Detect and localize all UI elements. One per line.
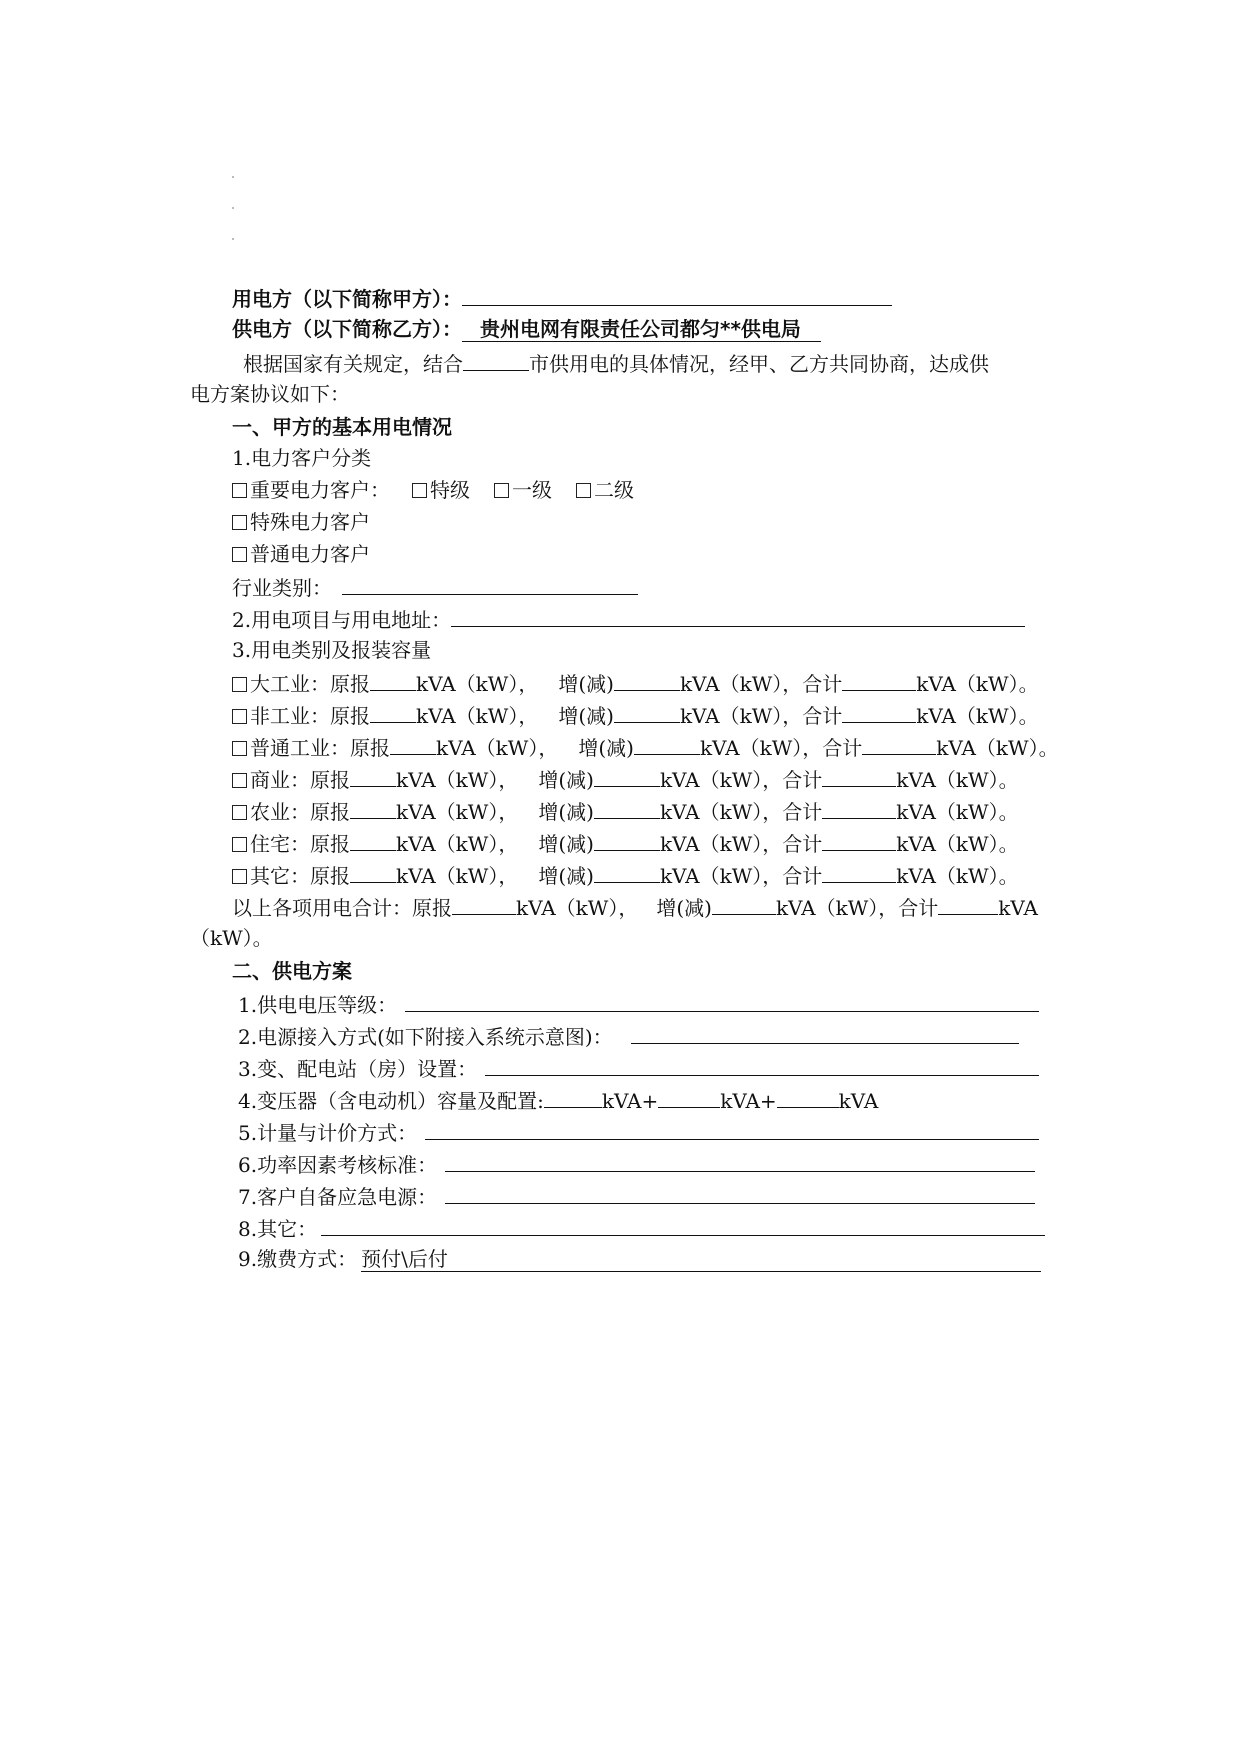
unit-text: kVA（kW）。 [936, 736, 1059, 760]
item-access-line [238, 1021, 1019, 1049]
industry-label: 行业类别： [232, 576, 332, 600]
payment-value[interactable]: 预付\后付 [361, 1247, 1041, 1272]
change-label: 增(减) [538, 864, 594, 888]
category-checkbox[interactable] [232, 677, 247, 692]
intro-line-2 [190, 380, 350, 408]
other-label: 8.其它： [238, 1217, 318, 1241]
project-address-blank[interactable] [451, 604, 1025, 627]
orig-blank[interactable] [350, 828, 396, 851]
scan-mark [232, 176, 234, 178]
category-name: 商业： [250, 768, 310, 792]
total-blank[interactable] [842, 700, 916, 723]
industry-line [232, 572, 638, 600]
orig-blank[interactable] [390, 732, 436, 755]
station-blank[interactable] [485, 1053, 1039, 1076]
transformer-label: 4.变压器（含电动机）容量及配置: [238, 1089, 544, 1113]
total-blank[interactable] [822, 828, 896, 851]
total-blank[interactable] [822, 796, 896, 819]
party-b-value: 贵州电网有限责任公司都匀**供电局 [462, 317, 821, 342]
access-label: 2.电源接入方式(如下附接入系统示意图)： [238, 1025, 613, 1049]
unit-text: kVA [838, 1089, 879, 1113]
category-checkbox[interactable] [232, 709, 247, 724]
item2-line [232, 604, 1025, 632]
change-label: 增(减) [578, 736, 634, 760]
change-blank[interactable] [594, 764, 660, 787]
orig-label: 原报 [350, 736, 390, 760]
category-checkbox[interactable] [232, 741, 247, 756]
metering-label: 5.计量与计价方式： [238, 1121, 418, 1145]
unit-text: kVA（kW）， [516, 896, 639, 920]
total-line [232, 892, 1038, 920]
unit-text: kVA（kW）， [416, 704, 539, 728]
industry-blank[interactable] [342, 572, 638, 595]
item2-label: 2.用电项目与用电地址： [232, 608, 452, 632]
total-blank[interactable] [842, 668, 916, 691]
orig-blank[interactable] [370, 668, 416, 691]
total-change-label: 增(减) [656, 896, 712, 920]
scan-mark [232, 238, 234, 240]
grade-two-checkbox[interactable] [576, 483, 591, 498]
voltage-label: 1.供电电压等级： [238, 993, 398, 1017]
unit-text: kVA（kW），合计 [659, 832, 823, 856]
emergency-label: 7.客户自备应急电源： [238, 1185, 438, 1209]
orig-label: 原报 [330, 704, 370, 728]
normal-customer-line [232, 540, 370, 568]
orig-label: 原报 [310, 768, 350, 792]
unit-text: kVA（kW）。 [896, 800, 1019, 824]
station-label: 3.变、配电站（房）设置： [238, 1057, 478, 1081]
grade-one-checkbox[interactable] [494, 483, 509, 498]
change-blank[interactable] [634, 732, 700, 755]
orig-blank[interactable] [350, 860, 396, 883]
scan-mark [232, 207, 234, 209]
intro-text: 市供用电的具体情况，经甲、乙方共同协商，达成供 [529, 352, 989, 376]
payment-label: 9.缴费方式： [238, 1247, 358, 1271]
item-payment-line [238, 1245, 1041, 1273]
total-change-blank[interactable] [712, 892, 776, 915]
change-label: 增(减) [558, 672, 614, 696]
transformer-blank-c[interactable] [777, 1085, 839, 1108]
party-b-line [232, 315, 821, 343]
total-tail: （kW）。 [190, 926, 273, 950]
item-emergency-line [238, 1181, 1035, 1209]
unit-text: kVA（kW）。 [896, 768, 1019, 792]
important-customer-checkbox[interactable] [232, 483, 247, 498]
unit-text: kVA（kW）， [396, 768, 519, 792]
item-voltage-line [238, 989, 1039, 1017]
unit-text: kVA（kW），合计 [659, 800, 823, 824]
item1-title: 1.电力客户分类 [232, 446, 372, 470]
change-label: 增(减) [538, 768, 594, 792]
transformer-blank-a[interactable] [544, 1085, 602, 1108]
unit-text: kVA（kW）。 [916, 672, 1039, 696]
unit-text: kVA（kW）， [396, 832, 519, 856]
orig-label: 原报 [310, 864, 350, 888]
grade-special-checkbox[interactable] [412, 483, 427, 498]
total-blank[interactable] [862, 732, 936, 755]
change-label: 增(减) [558, 704, 614, 728]
category-checkbox[interactable] [232, 773, 247, 788]
total-label: 以上各项用电合计：原报 [232, 896, 452, 920]
category-name: 住宅： [250, 832, 310, 856]
intro-text: 根据国家有关规定，结合 [243, 352, 463, 376]
voltage-blank[interactable] [405, 989, 1039, 1012]
other-blank[interactable] [321, 1213, 1045, 1236]
category-name: 非工业： [250, 704, 330, 728]
category-name: 普通工业： [250, 736, 350, 760]
category-row [232, 796, 1019, 824]
category-row [232, 700, 1039, 728]
grade-one-label: 一级 [512, 478, 552, 502]
special-customer-line [232, 508, 370, 536]
category-name: 其它： [250, 864, 310, 888]
category-row [232, 732, 1059, 760]
orig-label: 原报 [310, 800, 350, 824]
category-name: 农业： [250, 800, 310, 824]
total-blank[interactable] [822, 764, 896, 787]
party-a-blank[interactable] [462, 283, 892, 306]
change-blank[interactable] [594, 828, 660, 851]
orig-label: 原报 [330, 672, 370, 696]
intro-text: 电方案协议如下： [190, 382, 350, 406]
item-transformer-line [238, 1085, 878, 1113]
power-factor-label: 6.功率因素考核标准： [238, 1153, 438, 1177]
unit-text: kVA（kW），合计 [775, 896, 939, 920]
item-station-line [238, 1053, 1039, 1081]
category-row [232, 860, 1019, 888]
grade-two-label: 二级 [594, 478, 634, 502]
category-checkbox[interactable] [232, 805, 247, 820]
unit-text: kVA（kW）。 [916, 704, 1039, 728]
important-customer-line [232, 476, 634, 504]
orig-blank[interactable] [350, 764, 396, 787]
normal-customer-checkbox[interactable] [232, 547, 247, 562]
unit-text: kVA（kW）， [396, 864, 519, 888]
grade-special-label: 特级 [430, 478, 470, 502]
change-blank[interactable] [594, 796, 660, 819]
item3-title: 3.用电类别及报装容量 [232, 638, 432, 662]
orig-blank[interactable] [350, 796, 396, 819]
intro-line-1 [243, 348, 989, 376]
transformer-blank-b[interactable] [658, 1085, 720, 1108]
unit-text: kVA（kW）， [416, 672, 539, 696]
unit-text: kVA+ [720, 1089, 777, 1113]
unit-text: kVA+ [601, 1089, 659, 1113]
party-a-line [232, 283, 892, 311]
metering-blank[interactable] [425, 1117, 1039, 1140]
category-checkbox[interactable] [232, 837, 247, 852]
total-orig-blank[interactable] [452, 892, 516, 915]
item-other-line [238, 1213, 1045, 1241]
party-b-label: 供电方（以下简称乙方）： [232, 317, 462, 341]
category-checkbox[interactable] [232, 869, 247, 884]
category-name: 大工业： [250, 672, 330, 696]
special-customer-checkbox[interactable] [232, 515, 247, 530]
change-label: 增(减) [538, 800, 594, 824]
normal-customer-label: 普通电力客户 [250, 542, 370, 566]
category-row [232, 668, 1039, 696]
unit-text: kVA（kW）。 [896, 864, 1019, 888]
special-customer-label: 特殊电力客户 [250, 510, 370, 534]
unit-text: kVA（kW），合计 [659, 768, 823, 792]
important-customer-label: 重要电力客户： [250, 478, 390, 502]
unit-text: kVA（kW），合计 [679, 704, 843, 728]
item-power-factor-line [238, 1149, 1035, 1177]
unit-text: kVA [998, 896, 1038, 920]
change-blank[interactable] [614, 700, 680, 723]
unit-text: kVA（kW），合计 [659, 864, 823, 888]
unit-text: kVA（kW）， [396, 800, 519, 824]
unit-text: kVA（kW），合计 [699, 736, 863, 760]
category-row [232, 764, 1019, 792]
orig-label: 原报 [310, 832, 350, 856]
section1-title: 一、甲方的基本用电情况 [232, 415, 452, 439]
change-blank[interactable] [614, 668, 680, 691]
category-row [232, 828, 1019, 856]
item-metering-line [238, 1117, 1039, 1145]
party-a-label: 用电方（以下简称甲方）： [232, 287, 462, 311]
change-label: 增(减) [538, 832, 594, 856]
total-sum-blank[interactable] [938, 892, 998, 915]
unit-text: kVA（kW）。 [896, 832, 1019, 856]
unit-text: kVA（kW）， [436, 736, 559, 760]
access-blank[interactable] [631, 1021, 1019, 1044]
emergency-blank[interactable] [445, 1181, 1035, 1204]
orig-blank[interactable] [370, 700, 416, 723]
change-blank[interactable] [594, 860, 660, 883]
unit-text: kVA（kW），合计 [679, 672, 843, 696]
total-blank[interactable] [822, 860, 896, 883]
power-factor-blank[interactable] [445, 1149, 1035, 1172]
city-blank[interactable] [463, 348, 529, 371]
section2-title: 二、供电方案 [232, 959, 352, 983]
